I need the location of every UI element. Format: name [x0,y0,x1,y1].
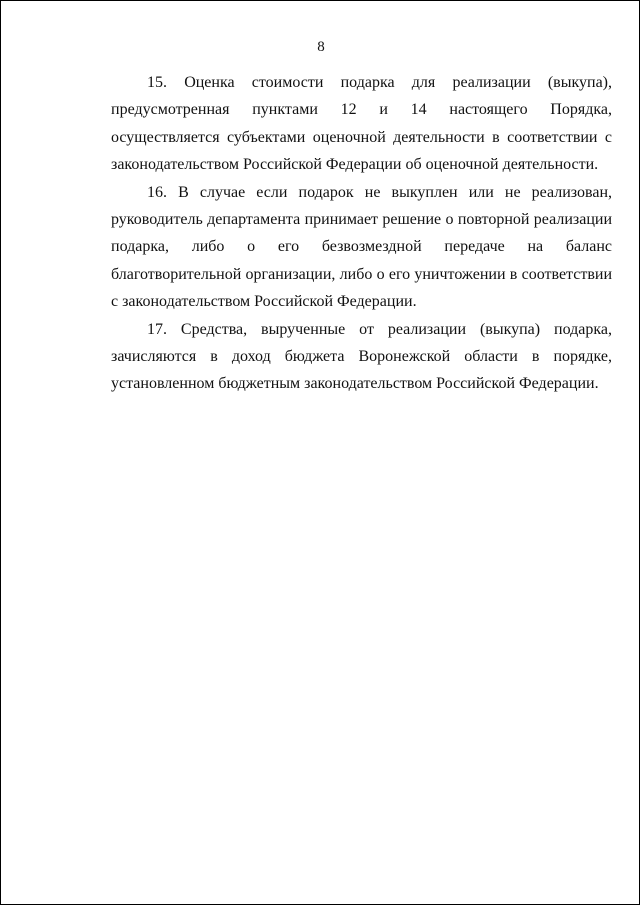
paragraph-17: 17. Средства, вырученные от реализации (выкупа) подарка, зачисляются в доход бюджета Воронежской области в порядке, установленном бюджетным законодательством Российской Федерации. [111,320,612,393]
page-number: 8 [317,39,325,55]
paragraph-16: 16. В случае если подарок не выкуплен или не реализован, руководитель департамента принимает решение о повторной реализации подарка, либо о его безвозмездной передаче на баланс благотворительной организации, либо о его уничтожении в соответствии с законодательством Российской Федерации. [111,183,612,311]
document-body [111,69,612,398]
paragraph-15: 15. Оценка стоимости подарка для реализации (выкупа), предусмотренная пунктами 12 и 14 настоящего Порядка, осуществляется субъектами оценочной деятельности в соответствии с законодательством Российской Федерации об оценочной деятельности. [111,74,612,174]
